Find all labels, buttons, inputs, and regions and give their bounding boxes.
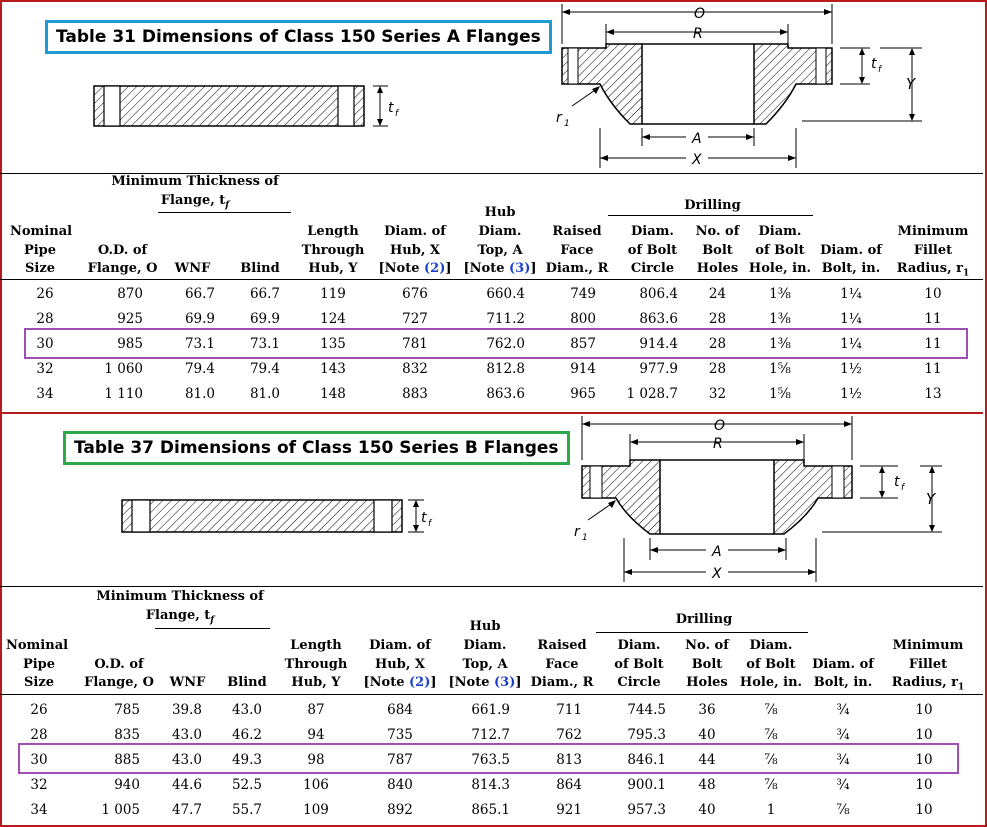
table-cell: 43.0 [171, 727, 202, 743]
header-rule [0, 279, 983, 280]
table-cell: 73.1 [184, 336, 215, 352]
svg-text:f: f [428, 519, 432, 529]
table-cell: 124 [320, 311, 346, 327]
table-cell: 676 [402, 286, 428, 302]
table-31-section: Table 31 Dimensions of Class 150 Series A Flanges t f O R t f Y r 1 A X Minimum Thickness of Flange, $t_f$ Nominal Pipe Size O.D. of Flange, O WNF Blind Length Through Hub, Y Diam. of Hub, X [Note (2)] Hub Diam. Top, A [Note (3)] Raised Face Diam., R Drilling Diam. of Bolt Circle No. of Bolt Holes Diam. of Bolt Hole, in. Diam. of Bolt, in. Minimum Fillet Radius, $r_1$ 26 870 66.7 66.7 119 676 660.4 749 806.4 24 1⅜ 1¼ 10 28 925 69.9 69.9 124 727 711.2 800 863.6 28 1⅜ 1¼ 11 30 985 73.1 73.1 135 781 762.0 857 914.4 28 1⅜ 1¼ 11 32 1 060 79.4 79.4 143 832 812.8 914 977.9 28 1⅝ 1½ 11 34 1 110 81.0 81.0 148 883 863.6 965 1 028.7 32 1⅝ 1½ 13 [0, 0, 983, 410]
table-cell: ¾ [836, 752, 850, 768]
table-cell: 863.6 [486, 386, 525, 402]
table-cell: 10 [915, 702, 933, 718]
table-cell: 34 [36, 386, 54, 402]
svg-text:A: A [712, 544, 722, 560]
table-cell: 735 [387, 727, 413, 743]
table-cell: 106 [303, 777, 329, 793]
table-31-title: Table 31 Dimensions of Class 150 Series A Flanges [45, 20, 552, 54]
svg-text:Y: Y [926, 490, 936, 508]
table-cell: 795.3 [627, 727, 666, 743]
table-cell: 1¼ [840, 311, 862, 327]
table-cell: 32 [36, 361, 54, 377]
table-cell: 846.1 [627, 752, 666, 768]
table-cell: 832 [402, 361, 428, 377]
table-cell: 79.4 [184, 361, 215, 377]
svg-text:X: X [712, 566, 722, 582]
svg-text:1: 1 [564, 119, 570, 129]
table-cell: 79.4 [249, 361, 280, 377]
table-cell: 744.5 [627, 702, 666, 718]
table-cell: 39.8 [171, 702, 202, 718]
table-cell: 921 [556, 802, 582, 818]
table-cell: 28 [708, 361, 727, 377]
svg-text:1: 1 [582, 533, 588, 543]
table-37-title: Table 37 Dimensions of Class 150 Series B Flanges [63, 431, 570, 465]
table-cell: 985 [117, 336, 143, 352]
table-cell: 52.5 [231, 777, 262, 793]
table-cell: 900.1 [627, 777, 666, 793]
table-cell: 48 [698, 777, 716, 793]
table-cell: 762.0 [486, 336, 525, 352]
header-rule [0, 694, 983, 695]
table-cell: 32 [30, 777, 48, 793]
table-cell: 30 [30, 752, 48, 768]
table-cell: 10 [915, 777, 933, 793]
table-cell: 925 [117, 311, 143, 327]
table-cell: 863.6 [639, 311, 678, 327]
table-cell: 94 [307, 727, 325, 743]
table-cell: 30 [36, 336, 54, 352]
table-cell: 43.0 [231, 702, 262, 718]
svg-text:t: t [388, 100, 394, 116]
table-cell: 787 [387, 752, 413, 768]
table-cell: 840 [387, 777, 413, 793]
table-cell: 711.2 [486, 311, 525, 327]
weld-neck-flange-diagram [560, 416, 950, 586]
table-cell: 870 [117, 286, 143, 302]
table-cell: 66.7 [249, 286, 280, 302]
table-cell: 749 [570, 286, 596, 302]
table-cell: 1⅝ [769, 386, 791, 402]
table-cell: 660.4 [486, 286, 525, 302]
table-cell: 28 [30, 727, 48, 743]
table-cell: 806.4 [639, 286, 678, 302]
table-cell: 66.7 [184, 286, 215, 302]
table-cell: 32 [708, 386, 727, 402]
svg-text:Y: Y [906, 75, 916, 93]
table-cell: 44.6 [171, 777, 202, 793]
table-cell: ¾ [836, 727, 850, 743]
table-cell: 46.2 [231, 727, 262, 743]
table-cell: 73.1 [249, 336, 280, 352]
svg-text:t: t [894, 474, 900, 490]
table-cell: 55.7 [231, 802, 262, 818]
table-cell: 1 [766, 802, 776, 818]
table-37-section: Table 37 Dimensions of Class 150 Series B Flanges t f O R t f Y r 1 A X Minimum Thickness of Flange, $t_f$ Nominal Pipe Size O.D. of Flange, O WNF Blind Length Through Hub, Y Diam. of Hub, X [Note (2)] Hub Diam. Top, A [Note (3)] Raised Face Diam., R Drilling Diam. of Bolt Circle No. of Bolt Holes Diam. of Bolt Hole, in. Diam. of Bolt, in. Minimum Fillet Radius, $r_1$ 26 785 39.8 43.0 87 684 661.9 711 744.5 36 ⅞ ¾ 10 28 835 43.0 46.2 94 735 712.7 762 795.3 40 ⅞ ¾ 10 30 885 43.0 49.3 98 787 763.5 813 846.1 44 ⅞ ¾ 10 32 940 44.6 52.5 106 840 814.3 864 900.1 48 ⅞ ¾ 10 34 1 005 47.7 55.7 109 892 865.1 921 957.3 40 1 ⅞ 10 [0, 412, 983, 825]
table-cell: 781 [402, 336, 428, 352]
table-cell: ⅞ [764, 727, 778, 743]
table-cell: 865.1 [471, 802, 510, 818]
table-cell: 914.4 [639, 336, 678, 352]
weld-neck-flange-diagram [540, 4, 930, 170]
table-cell: 11 [924, 361, 942, 377]
table-cell: 1⅜ [769, 336, 791, 352]
table-cell: 1¼ [840, 336, 862, 352]
table-cell: 914 [570, 361, 596, 377]
table-cell: 81.0 [249, 386, 280, 402]
table-cell: 13 [924, 386, 942, 402]
table-cell: 1½ [840, 361, 862, 377]
table-cell: 143 [320, 361, 346, 377]
table-cell: 1 060 [104, 361, 143, 377]
table-cell: 892 [387, 802, 413, 818]
svg-text:r: r [574, 524, 580, 540]
table-cell: 109 [303, 802, 329, 818]
svg-text:R: R [713, 436, 723, 452]
table-cell: 119 [320, 286, 346, 302]
highlight-row-30 [18, 743, 959, 774]
table-cell: 661.9 [471, 702, 510, 718]
table-cell: ¾ [836, 777, 850, 793]
svg-text:t: t [421, 510, 427, 526]
svg-text:f: f [901, 483, 905, 493]
table-cell: 711 [556, 702, 582, 718]
blind-flange-diagram [118, 494, 438, 544]
svg-text:X: X [692, 152, 702, 168]
table-cell: 34 [30, 802, 48, 818]
table-cell: 1 005 [101, 802, 140, 818]
table-cell: 49.3 [231, 752, 262, 768]
svg-text:r: r [556, 110, 562, 126]
table-cell: 10 [915, 752, 933, 768]
table-cell: 1 028.7 [626, 386, 678, 402]
table-cell: 28 [708, 311, 727, 327]
table-cell: 814.3 [471, 777, 510, 793]
table-cell: 727 [402, 311, 428, 327]
highlight-row-30 [24, 328, 968, 359]
table-cell: 24 [708, 286, 727, 302]
table-cell: 1¼ [840, 286, 862, 302]
table-cell: 40 [698, 727, 716, 743]
table-cell: 87 [307, 702, 325, 718]
table-cell: 69.9 [184, 311, 215, 327]
table-cell: 864 [556, 777, 582, 793]
table-cell: ⅞ [764, 702, 778, 718]
table-cell: 977.9 [639, 361, 678, 377]
table-cell: 1⅜ [769, 311, 791, 327]
table-cell: 1⅝ [769, 361, 791, 377]
table-cell: 1⅜ [769, 286, 791, 302]
table-cell: ⅞ [836, 802, 850, 818]
svg-text:f: f [395, 109, 399, 119]
table-cell: 10 [915, 727, 933, 743]
svg-text:f: f [878, 65, 882, 75]
table-cell: 98 [307, 752, 325, 768]
table-cell: 1½ [840, 386, 862, 402]
table-cell: 148 [320, 386, 346, 402]
table-cell: 43.0 [171, 752, 202, 768]
table-cell: 26 [36, 286, 54, 302]
table-cell: ⅞ [764, 752, 778, 768]
table-cell: 835 [114, 727, 140, 743]
table-cell: 885 [114, 752, 140, 768]
table-cell: ¾ [836, 702, 850, 718]
table-cell: 11 [924, 336, 942, 352]
table-cell: 712.7 [471, 727, 510, 743]
table-cell: 28 [708, 336, 727, 352]
svg-text:A: A [692, 131, 702, 147]
table-cell: 81.0 [184, 386, 215, 402]
table-cell: 47.7 [171, 802, 202, 818]
table-cell: 957.3 [627, 802, 666, 818]
table-cell: 10 [915, 802, 933, 818]
svg-text:R: R [693, 26, 703, 42]
table-cell: 812.8 [486, 361, 525, 377]
table-cell: 11 [924, 311, 942, 327]
table-cell: 857 [570, 336, 596, 352]
table-cell: ⅞ [764, 777, 778, 793]
svg-text:t: t [871, 56, 877, 72]
table-cell: 40 [698, 802, 716, 818]
table-cell: 10 [924, 286, 942, 302]
table-cell: 36 [698, 702, 716, 718]
svg-text:O: O [694, 6, 706, 22]
table-cell: 800 [570, 311, 596, 327]
table-cell: 965 [570, 386, 596, 402]
table-cell: 940 [114, 777, 140, 793]
table-cell: 785 [114, 702, 140, 718]
table-cell: 762 [556, 727, 582, 743]
table-cell: 44 [698, 752, 716, 768]
table-cell: 684 [387, 702, 413, 718]
table-cell: 135 [320, 336, 346, 352]
blind-flange-diagram [90, 82, 410, 132]
table-cell: 763.5 [471, 752, 510, 768]
table-cell: 883 [402, 386, 428, 402]
table-cell: 28 [36, 311, 54, 327]
table-cell: 813 [556, 752, 582, 768]
svg-text:O: O [714, 418, 726, 434]
table-cell: 69.9 [249, 311, 280, 327]
table-cell: 26 [30, 702, 48, 718]
table-cell: 1 110 [104, 386, 143, 402]
